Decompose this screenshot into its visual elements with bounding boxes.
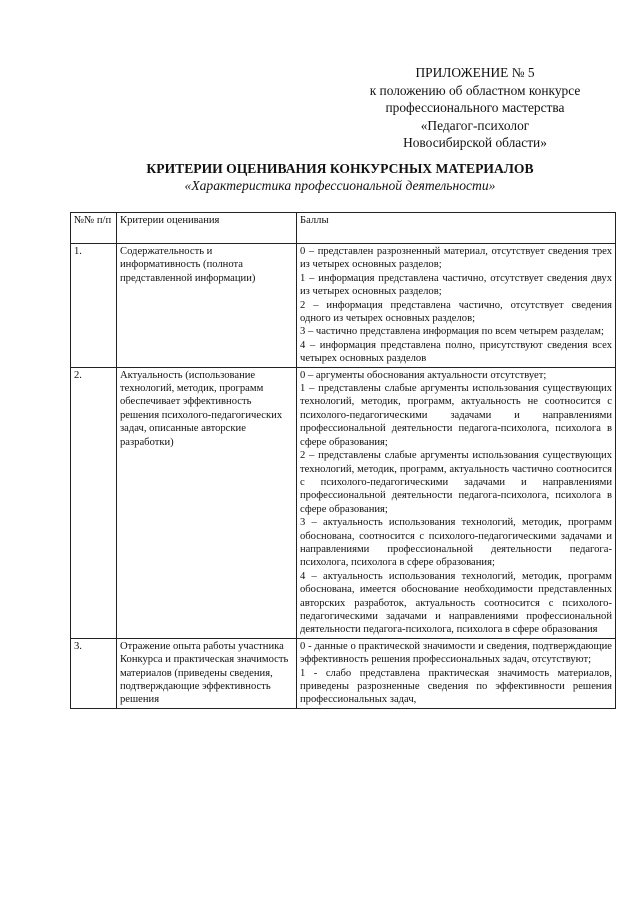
document-subtitle: «Характеристика профессиональной деятельности» [184, 178, 496, 193]
score-item: 4 – актуальность использования технологий, методик, программ обоснована, имеется обоснование необходимости представленных авторских разработок, актуальность соотносится с психолого-педагогическими задачами и направлениями профессиональной деятельности педагога-психолога, психолога в сфере образования [300, 570, 612, 636]
row-criterion: Актуальность (использование технологий, методик, программ обеспечивает эффективность решения психолого-педагогических задач, описанные авторские разработки) [117, 367, 297, 638]
score-item: 3 – актуальность использования технологий, методик, программ обоснована, соотносится с психолого-педагогическими задачами и направлениями профессиональной деятельности педагога-психолога, психолога в сфере образования; [300, 517, 612, 569]
annex-line: ПРИЛОЖЕНИЕ № 5 [415, 65, 535, 80]
row-criterion: Отражение опыта работы участника Конкурса и практическая значимость материалов (приведены сведения, подтверждающие эффективность решения [117, 638, 297, 708]
table-header-row [71, 213, 616, 244]
row-number: 1. [71, 244, 117, 368]
header-scores: Баллы [297, 213, 616, 244]
annex-line: Новосибирской области» [403, 135, 547, 151]
score-item: 4 – информация представлена полно, присутствуют сведения всех четырех основных разделов [300, 339, 612, 365]
score-item: 0 – аргументы обоснования актуальности отсутствует; [300, 369, 547, 381]
row-criterion: Содержательность и информативность (полнота представленной информации) [117, 244, 297, 368]
table-row [71, 638, 616, 708]
row-scores [297, 638, 616, 708]
criteria-table [70, 212, 616, 709]
score-item: 0 - данные о практической значимости и сведения, подтверждающие эффективность решения профессиональных задач, отсутствуют; [300, 640, 612, 666]
annex-block [330, 64, 620, 152]
annex-line: профессионального мастерства [385, 100, 565, 116]
row-number: 3. [71, 638, 117, 708]
annex-line: к положению об областном конкурсе [369, 82, 581, 98]
annex-line: «Педагог-психолог [420, 117, 530, 133]
score-item: 1 – информация представлена частично, отсутствует сведения двух из четырех основных разделов; [300, 272, 612, 298]
table-row [71, 244, 616, 368]
score-item: 2 – информация представлена частично, отсутствует сведения одного из четырех основных разделов; [300, 299, 612, 325]
table-row [71, 367, 616, 638]
score-item: 1 – представлены слабые аргументы использования существующих технологий, методик, программ, актуальность не соотносится с психолого-педагогическими задачами и направлениями профессиональной деятельности педагога-психолога, психолога в сфере образования; [300, 383, 612, 448]
score-item: 0 – представлен разрозненный материал, отсутствует сведения трех из четырех основных разделов; [300, 246, 612, 271]
header-criterion: Критерии оценивания [117, 213, 297, 244]
document-title: КРИТЕРИИ ОЦЕНИВАНИЯ КОНКУРСНЫХ МАТЕРИАЛОВ [146, 161, 534, 176]
row-scores [297, 244, 616, 368]
score-item: 2 – представлены слабые аргументы использования существующих технологий, методик, программ, актуальность частично соотносится с психолого-педагогическими задачами и направлениями профессиональной деятельности педагога-психолога, психолога в сфере образования; [300, 450, 612, 515]
score-item: 1 - слабо представлена практическая значимость материалов, приведены разрозненные сведения по эффективности решения профессиональных задач, [300, 667, 612, 706]
header-number: №№ п/п [71, 213, 117, 244]
row-number: 2. [71, 367, 117, 638]
row-scores [297, 367, 616, 638]
score-item: 3 – частично представлена информация по всем четырем разделам; [300, 326, 604, 338]
